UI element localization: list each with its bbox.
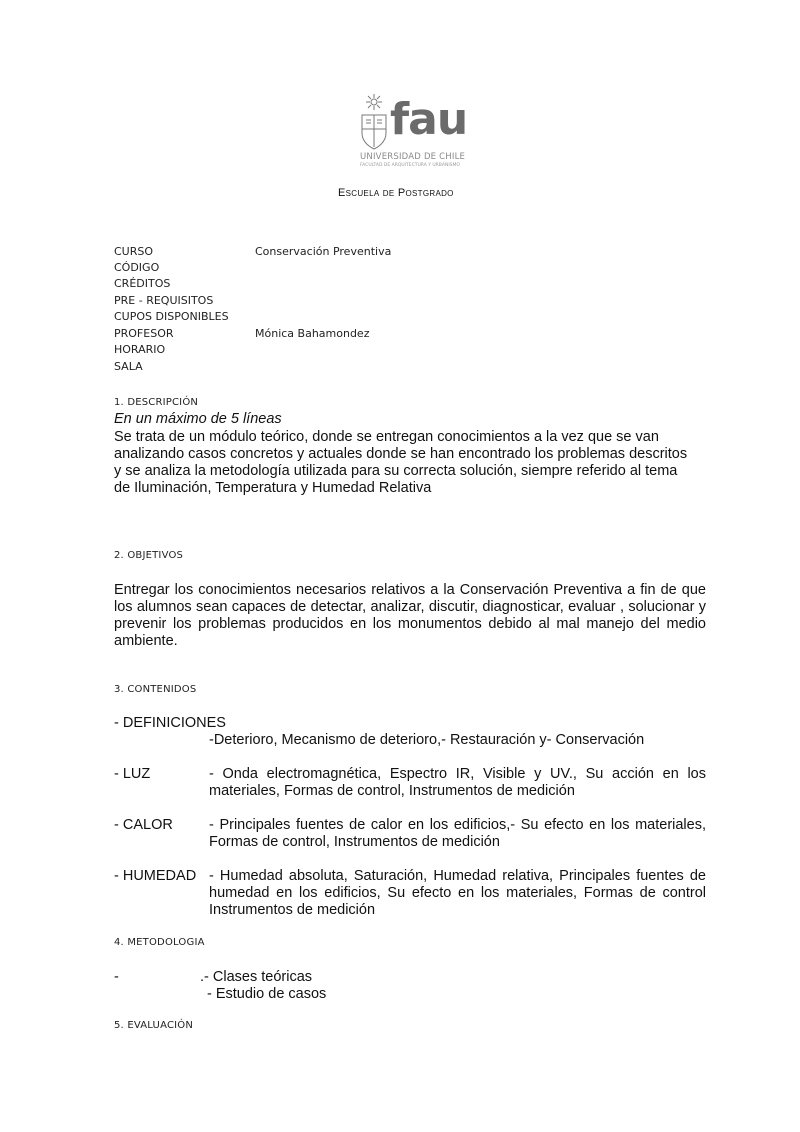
contenido-definiciones-label: - DEFINICIONES — [114, 715, 226, 731]
contenido-luz-label: - LUZ — [114, 766, 151, 782]
info-label-cupos: CUPOS DISPONIBLES — [114, 310, 229, 323]
school-title: Escuela de Postgrado — [338, 187, 454, 199]
contenido-calor-text: - Principales fuentes de calor en los edificios,- Su efecto en los materiales, Formas de control, Instrumentos de medición — [209, 817, 706, 850]
info-label-horario: HORARIO — [114, 343, 166, 356]
contenido-humedad-text: - Humedad absoluta, Saturación, Humedad relativa, Principales fuentes de humedad en los edificios, Su efecto en los materiales, Formas de control Instrumentos de medición — [209, 868, 706, 918]
section-heading-contenidos: 3. CONTENIDOS — [114, 684, 197, 695]
descripcion-line-1: Se trata de un módulo teórico, donde se entregan conocimientos a la vez que se van — [114, 429, 659, 445]
university-name: UNIVERSIDAD DE CHILE — [360, 152, 466, 162]
metodologia-item-casos: - Estudio de casos — [207, 986, 327, 1002]
metodologia-dash: - — [114, 969, 119, 985]
contenido-definiciones-text: -Deterioro, Mecanismo de deterioro,- Restauración y- Conservación — [209, 732, 645, 748]
info-label-prerequisitos: PRE - REQUISITOS — [114, 294, 214, 307]
section-heading-objetivos: 2. OBJETIVOS — [114, 550, 184, 561]
section-heading-evaluacion: 5. EVALUACIÓN — [114, 1020, 194, 1031]
info-label-sala: SALA — [114, 360, 143, 373]
info-label-codigo: CÓDIGO — [114, 261, 160, 274]
faculty-name: FACULTAD DE ARQUITECTURA Y URBANISMO — [360, 163, 460, 168]
descripcion-line-4: de Iluminación, Temperatura y Humedad Relativa — [114, 480, 432, 496]
info-label-curso: CURSO — [114, 245, 154, 258]
descripcion-line-3: y se analiza la metodología utilizada para su correcta solución, siempre referido al tema — [114, 463, 678, 479]
contenido-humedad-label: - HUMEDAD — [114, 868, 197, 884]
brand-wordmark: fau — [390, 94, 468, 145]
metodologia-item-clases: .- Clases teóricas — [200, 969, 313, 985]
crest-icon — [358, 93, 390, 153]
info-label-profesor: PROFESOR — [114, 327, 174, 340]
info-label-creditos: CRÉDITOS — [114, 277, 171, 290]
info-value-curso: Conservación Preventiva — [255, 245, 392, 258]
contenido-calor-label: - CALOR — [114, 817, 173, 833]
descripcion-note: En un máximo de 5 líneas — [114, 411, 282, 427]
section-heading-descripcion: 1. DESCRIPCIÓN — [114, 397, 199, 408]
objetivos-text: Entregar los conocimientos necesarios relativos a la Conservación Preventiva a fin de que los alumnos sean capaces de detectar, analizar, discutir, diagnosticar, evaluar , solucionar y prevenir los problemas producidos en los monumentos debido al mal manejo del medio ambiente. — [114, 582, 706, 649]
info-value-profesor: Mónica Bahamondez — [255, 327, 370, 340]
descripcion-line-2: analizando casos concretos y actuales donde se han encontrado los problemas descritos — [114, 446, 688, 462]
section-heading-metodologia: 4. METODOLOGIA — [114, 937, 205, 948]
contenido-luz-text: - Onda electromagnética, Espectro IR, Visible y UV., Su acción en los materiales, Formas de control, Instrumentos de medición — [209, 766, 706, 799]
